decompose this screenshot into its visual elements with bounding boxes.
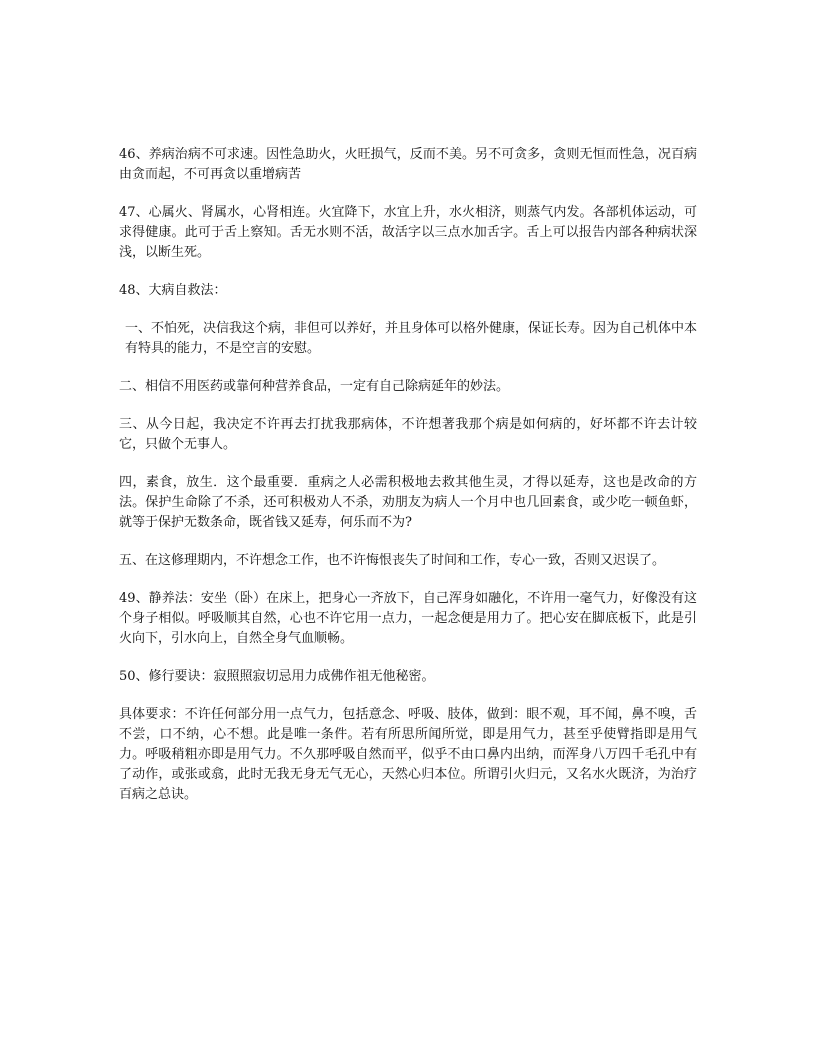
paragraph-48-heading: 48、大病自救法： <box>119 283 227 298</box>
paragraph-47: 47、心属火、肾属水，心肾相连。火宜降下，水宜上升，水火相济，则蒸气内发。各部机体运动，可求得健康。此可于舌上察知。舌无水则不活，故活字以三点水加舌字。舌上可以报告内部各种病状深浅，以断生死。 <box>119 205 697 260</box>
paragraph-49: 49、静养法：安坐（卧）在床上，把身心一齐放下，自己浑身如融化，不许用一毫气力，好像没有这个身子相似。呼吸顺其自然，心也不许它用一点力，一起念便是用力了。把心安在脚底板下，此是引火向下，引水向上，自然全身气血顺畅。 <box>119 591 697 646</box>
paragraph-48-item-3: 三、从今日起，我决定不许再去打扰我那病体，不许想著我那个病是如何病的，好坏都不许去计较它，只做个无事人。 <box>119 417 697 452</box>
paragraph-48-item-5: 五、在这修理期内，不许想念工作，也不许悔恨丧失了时间和工作，专心一致，否则又迟误了。 <box>119 553 666 568</box>
document-page <box>119 145 697 823</box>
paragraph-50: 50、修行要诀：寂照照寂切忌用力成佛作祖无他秘密。 <box>119 669 435 684</box>
paragraph-46: 46、养病治病不可求速。因性急助火，火旺损气，反而不美。另不可贪多，贪则无恒而性急，况百病由贪而起，不可再贪以重增病苦 <box>119 147 697 182</box>
paragraph-50-details: 具体要求：不许任何部分用一点气力，包括意念、呼吸、肢体，做到：眼不观，耳不闻，鼻不嗅，舌不尝，口不纳，心不想。此是唯一条件。若有所思所闻所觉，即是用气力，甚至乎使臂指即是用气力。呼吸稍粗亦即是用气力。不久那呼吸自然而平，似乎不由口鼻内出纳，而浑身八万四千毛孔中有了动作，或张或翕，此时无我无身无气无心，天然心归本位。所谓引火归元，又名水火既济，为治疗百病之总诀。 <box>119 707 697 802</box>
paragraph-48-item-2: 二、相信不用医药或靠何种营养食品，一定有自己除病延年的妙法。 <box>119 379 510 394</box>
paragraph-48-item-4: 四，素食，放生．这个最重要．重病之人必需积极地去救其他生灵，才得以延寿，这也是改命的方法。保护生命除了不杀，还可积极劝人不杀，劝朋友为病人一个月中也几回素食，或少吃一顿鱼虾，就等于保护无数条命，既省钱又延寿，何乐而不为? <box>119 475 697 530</box>
paragraph-48-item-1: 一、不怕死，决信我这个病，非但可以养好，并且身体可以格外健康，保证长寿。因为自己机体中本有特具的能力，不是空言的安慰。 <box>125 321 698 356</box>
